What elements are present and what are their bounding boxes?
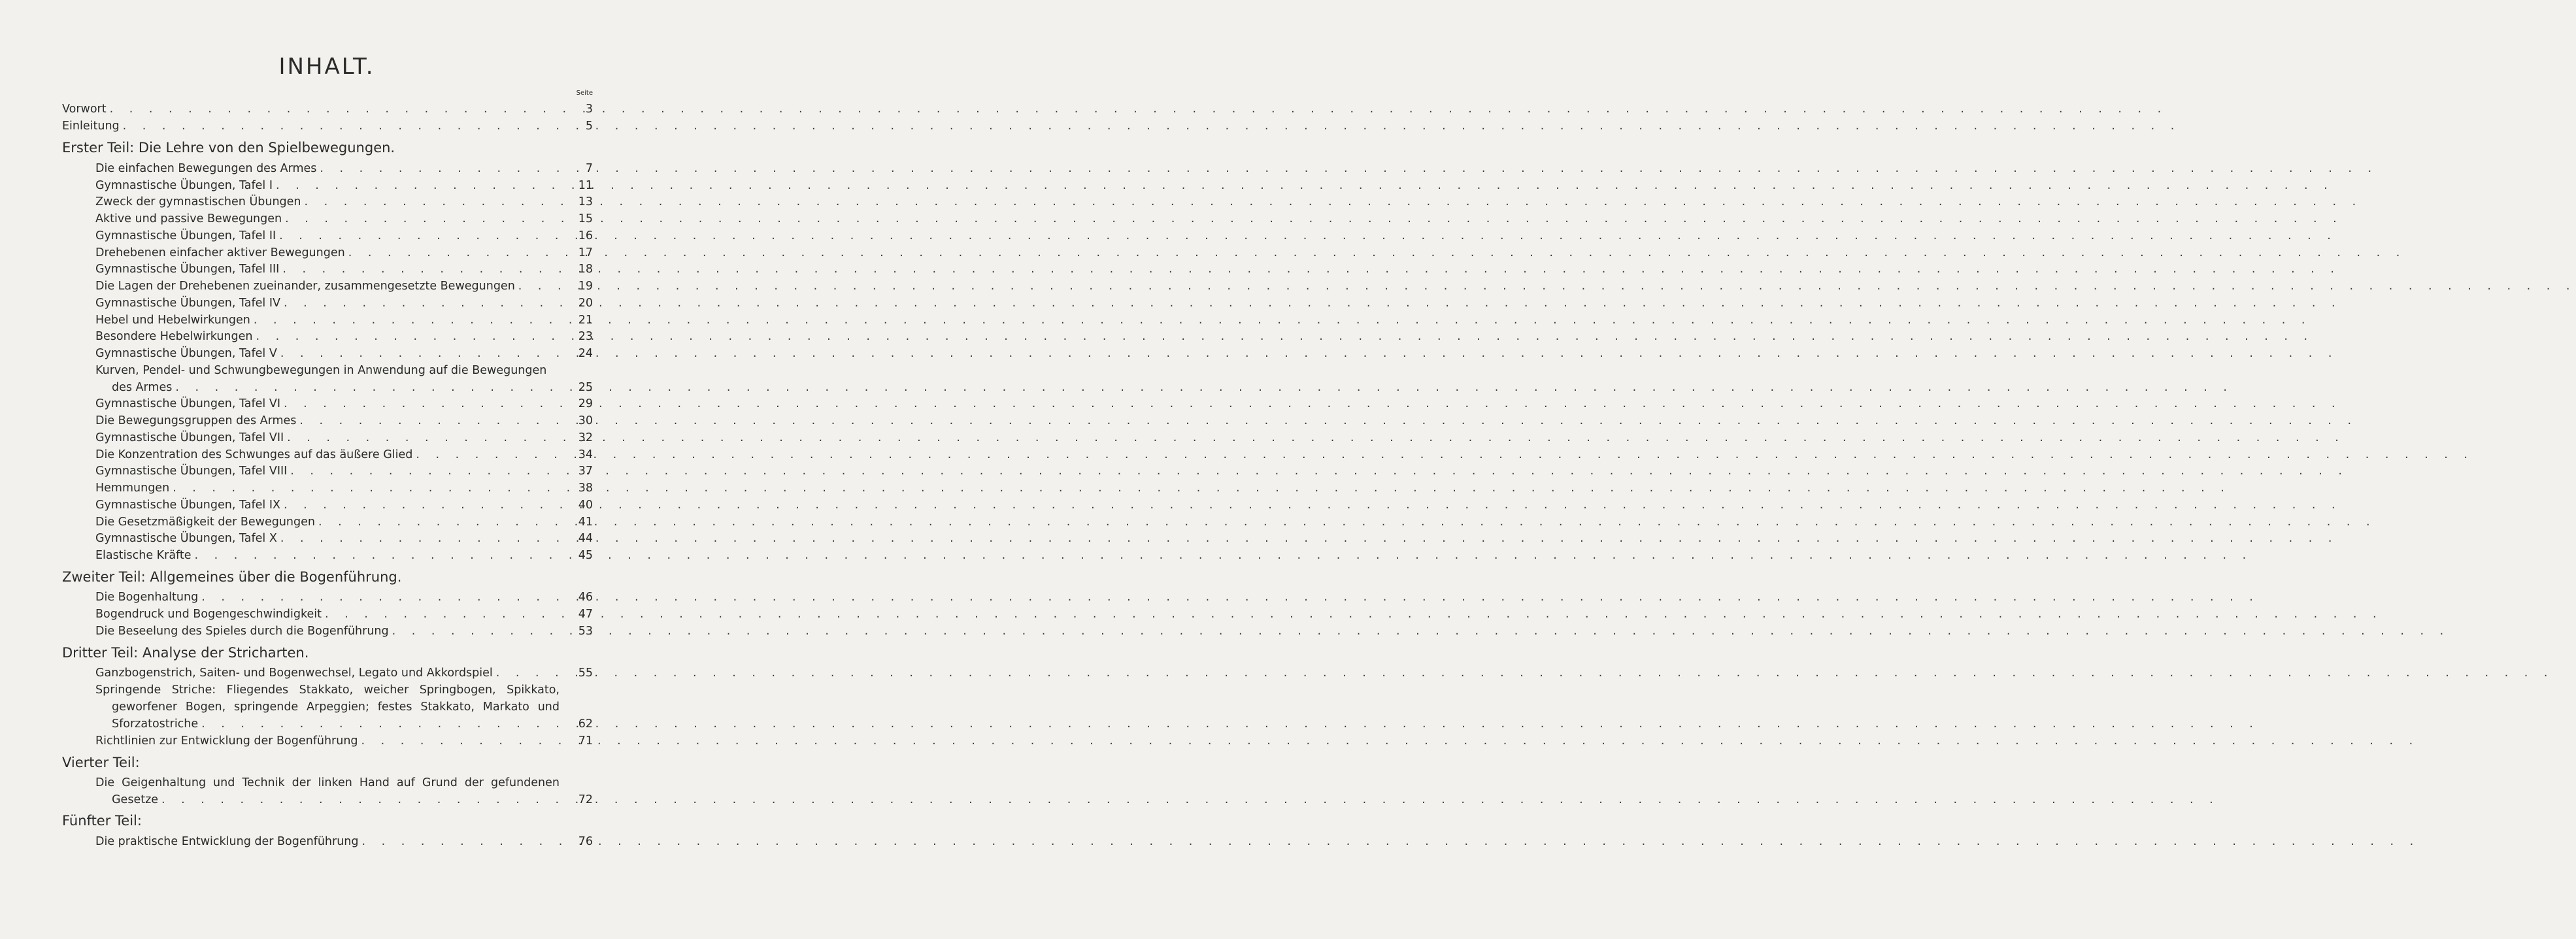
part-heading-1: Erster Teil: Die Lehre von den Spielbewegungen. [62, 140, 395, 156]
leader-dots [301, 195, 559, 209]
toc-entry-page: 72 [578, 793, 593, 806]
toc-entry [95, 478, 593, 495]
toc-entry-page: 13 [578, 195, 593, 208]
toc-entry-title: Hemmungen [95, 482, 170, 495]
toc-entry-page: 76 [578, 835, 593, 848]
toc-entry [95, 176, 593, 193]
toc-entry [95, 344, 593, 361]
toc-entry-einleitung [62, 116, 593, 133]
toc-entry-page: 23 [578, 330, 593, 343]
toc-entry-page: 47 [578, 608, 593, 621]
toc-entry [95, 587, 593, 604]
toc-entry-title: Besondere Hebelwirkungen [95, 330, 253, 343]
toc-entry-title: Die Beseelung des Spieles durch die Bogenführung [95, 625, 389, 638]
leader-dots [252, 329, 559, 344]
page-column-label: Seite [576, 90, 593, 97]
toc-entry-page: 55 [578, 667, 593, 680]
toc-entry-page: 38 [578, 482, 593, 495]
toc-entry-title: Elastische Kräfte [95, 549, 192, 562]
toc-entry [95, 293, 593, 310]
toc-entry-page: 7 [585, 162, 593, 175]
toc-entry-line-text: geworfener Bogen, springende Arpeggien; festes Stakkato, Markato und [112, 700, 560, 714]
leader-dots [322, 607, 559, 621]
toc-entry-page: 25 [578, 381, 593, 394]
toc-entry-title: Vorwort [62, 103, 107, 116]
toc-entry-page: 45 [578, 549, 593, 562]
toc-entry [95, 621, 593, 638]
leader-dots [284, 431, 559, 445]
toc-entry-title: Drehebenen einfacher aktiver Bewegungen [95, 246, 345, 259]
leader-dots [389, 624, 559, 638]
leader-dots [345, 246, 559, 260]
toc-entry-page: 24 [578, 347, 593, 360]
leader-dots [198, 717, 559, 731]
leader-dots [280, 498, 559, 512]
toc-entry-page: 11 [578, 179, 593, 192]
toc-entry-page: 40 [578, 499, 593, 512]
toc-entry [95, 327, 593, 344]
toc-entry-title: Die Bogenhaltung [95, 591, 199, 604]
toc-entry-title: Richtlinien zur Entwicklung der Bogenführung [95, 734, 358, 748]
leader-dots [169, 481, 559, 495]
toc-entry-page: 71 [578, 734, 593, 748]
toc-entry-line [95, 680, 593, 697]
toc-entry [95, 159, 593, 176]
leader-dots [315, 515, 559, 529]
toc-entry-title: Gymnastische Übungen, Tafel X [95, 532, 277, 545]
toc-entry-page: 16 [578, 229, 593, 242]
leader-dots [279, 262, 559, 276]
toc-entry-line: Kurven, Pendel- und Schwungbewegungen in Anwendung auf die Bewegungen [95, 364, 547, 377]
toc-entry [95, 604, 593, 621]
leader-dots [277, 346, 559, 361]
toc-entry-title: Die Konzentration des Schwunges auf das äußere Glied [95, 448, 413, 461]
toc-entry-page: 53 [578, 625, 593, 638]
toc-entry-line [95, 773, 593, 790]
toc-entry-title: Gymnastische Übungen, Tafel II [95, 229, 276, 242]
toc-entry [95, 243, 593, 260]
part-heading-3: Dritter Teil: Analyse der Stricharten. [62, 645, 309, 661]
part-heading-4: Vierter Teil: [62, 755, 140, 770]
leader-dots [107, 102, 559, 116]
toc-entry [95, 209, 593, 226]
page-title: INHALT. [278, 54, 375, 80]
toc-entry-title: Ganzbogenstrich, Saiten- und Bogenwechsel, Legato und Akkordspiel [95, 667, 493, 680]
toc-entry-page: 44 [578, 532, 593, 545]
toc-entry-title: Gymnastische Übungen, Tafel VII [95, 431, 284, 444]
toc-entry-vorwort [62, 99, 593, 116]
leader-dots [192, 548, 559, 563]
toc-entry-page: 19 [578, 280, 593, 293]
toc-entry-title: Gymnastische Übungen, Tafel I [95, 179, 273, 192]
leader-dots [287, 464, 559, 478]
leader-dots [250, 313, 559, 327]
toc-entry-title: Gymnastische Übungen, Tafel V [95, 347, 277, 360]
toc-entry-page: 29 [578, 397, 593, 410]
leader-dots [280, 296, 559, 310]
toc-entry [95, 461, 593, 478]
toc-entry-page: 41 [578, 516, 593, 529]
toc-page [0, 0, 654, 939]
toc-entry-page: 21 [578, 314, 593, 327]
toc-entry [95, 428, 593, 445]
leader-dots [198, 590, 559, 604]
toc-entry-page: 30 [578, 414, 593, 427]
toc-entry-title: Gymnastische Übungen, Tafel III [95, 263, 280, 276]
toc-entry [112, 790, 593, 807]
toc-entry [95, 192, 593, 209]
toc-entry-page: 32 [578, 431, 593, 444]
toc-entry-title: Sforzatostriche [112, 717, 199, 731]
leader-dots [280, 397, 559, 411]
leader-dots [316, 161, 559, 176]
toc-entry-page: 3 [585, 103, 593, 116]
leader-dots [412, 448, 559, 462]
toc-entry-page: 18 [578, 263, 593, 276]
toc-entry [95, 276, 593, 293]
toc-entry-page: 5 [585, 120, 593, 133]
toc-entry [112, 378, 593, 395]
toc-entry-title: Bogendruck und Bogengeschwindigkeit [95, 608, 322, 621]
leader-dots [515, 279, 559, 293]
toc-entry-title: Die Bewegungsgruppen des Armes [95, 414, 297, 427]
toc-entry [112, 714, 593, 731]
toc-entry-line-text: Die Geigenhaltung und Technik der linken Hand auf Grund der gefundenen [95, 776, 560, 789]
toc-entry [95, 259, 593, 276]
leader-dots [120, 119, 559, 133]
toc-entry-title: Einleitung [62, 120, 120, 133]
leader-dots [493, 666, 559, 680]
toc-entry-page: 34 [578, 448, 593, 461]
toc-entry-page: 46 [578, 591, 593, 604]
toc-entry [95, 411, 593, 428]
toc-entry-page: 62 [578, 717, 593, 731]
toc-entry [95, 529, 593, 546]
toc-entry-title: Hebel und Hebelwirkungen [95, 314, 250, 327]
leader-dots [273, 178, 559, 193]
toc-entry-page: 37 [578, 465, 593, 478]
leader-dots [296, 414, 559, 428]
leader-dots [172, 380, 559, 395]
leader-dots [277, 531, 559, 546]
toc-entry [95, 394, 593, 411]
toc-entry-title: Aktive und passive Bewegungen [95, 212, 282, 225]
leader-dots [359, 834, 559, 849]
toc-entry-title: Die Lagen der Drehebenen zueinander, zusammengesetzte Bewegungen [95, 280, 515, 293]
part-heading-5: Fünfter Teil: [62, 813, 142, 829]
toc-entry-line [112, 697, 593, 714]
leader-dots [158, 793, 559, 807]
toc-entry [95, 495, 593, 512]
toc-entry-title: Gymnastische Übungen, Tafel VIII [95, 465, 288, 478]
toc-entry [95, 832, 593, 849]
toc-entry-page: 15 [578, 212, 593, 225]
toc-entry-line-text: Springende Striche: Fliegendes Stakkato, weicher Springbogen, Spikkato, [95, 684, 560, 697]
toc-entry [95, 445, 593, 462]
toc-entry [95, 546, 593, 563]
toc-entry-page: 17 [578, 246, 593, 259]
toc-entry [95, 226, 593, 243]
toc-entry [95, 663, 593, 680]
toc-entry-title: Gymnastische Übungen, Tafel IV [95, 297, 280, 310]
toc-entry-title: Gesetze [112, 793, 159, 806]
toc-entry [95, 310, 593, 327]
toc-entry-title: Gymnastische Übungen, Tafel IX [95, 499, 280, 512]
leader-dots [276, 229, 559, 243]
toc-entry [95, 731, 593, 748]
leader-dots [358, 734, 559, 748]
toc-entry-title: Gymnastische Übungen, Tafel VI [95, 397, 280, 410]
toc-entry-title: Die einfachen Bewegungen des Armes [95, 162, 317, 175]
toc-entry [95, 512, 593, 529]
toc-entry-title: Zweck der gymnastischen Übungen [95, 195, 301, 208]
toc-entry-title: des Armes [112, 381, 173, 394]
leader-dots [282, 212, 559, 226]
part-heading-2: Zweiter Teil: Allgemeines über die Bogenführung. [62, 569, 402, 585]
toc-entry-title: Die praktische Entwicklung der Bogenführung [95, 835, 359, 848]
toc-entry-page: 20 [578, 297, 593, 310]
toc-entry-title: Die Gesetzmäßigkeit der Bewegungen [95, 516, 315, 529]
